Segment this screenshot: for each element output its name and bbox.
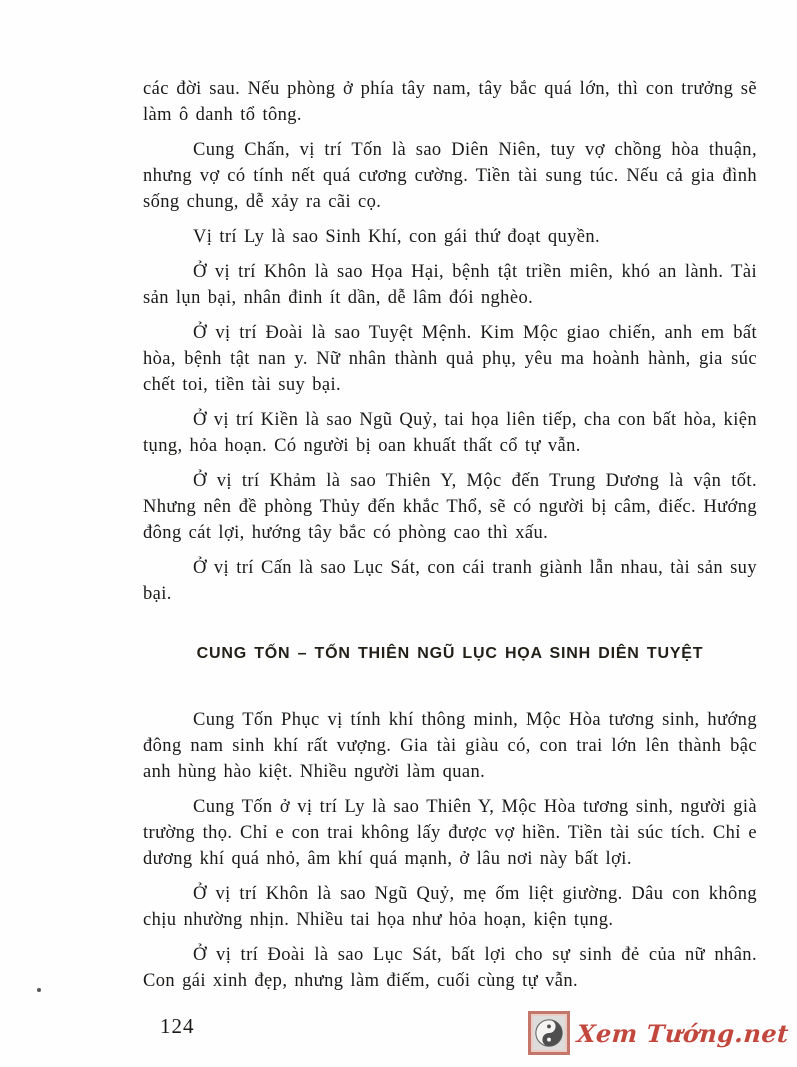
body-paragraph: các đời sau. Nếu phòng ở phía tây nam, tây bắc quá lớn, thì con trưởng sẽ làm ô danh tổ tông. [143, 79, 757, 125]
body-paragraph: Cung Chấn, vị trí Tốn là sao Diên Niên, tuy vợ chồng hòa thuận, nhưng vợ có tính nết quá cương cường. Tiền tài sung túc. Nếu cả gia đình sống chung, dễ xảy ra cãi cọ. [143, 140, 757, 212]
scan-speck [37, 988, 41, 992]
body-paragraph: Ở vị trí Kiền là sao Ngũ Quỷ, tai họa liên tiếp, cha con bất hòa, kiện tụng, hỏa hoạn. Có người bị oan khuất thất cổ tự vẫn. [143, 410, 757, 456]
section-heading: CUNG TỐN – TỐN THIÊN NGŨ LỤC HỌA SINH DIÊN TUYỆT [196, 645, 704, 662]
watermark [528, 1011, 789, 1055]
body-paragraph: Ở vị trí Đoài là sao Lục Sát, bất lợi cho sự sinh đẻ của nữ nhân. Con gái xinh đẹp, nhưng làm điếm, cuối cùng tự vẫn. [143, 945, 757, 991]
page-text-block [143, 76, 757, 1003]
body-paragraph: Ở vị trí Khảm là sao Thiên Y, Mộc đến Trung Dương là vận tốt. Nhưng nên đề phòng Thủy đến khắc Thổ, sẽ có người bị câm, điếc. Hướng đông cát lợi, hướng tây bắc có phòng cao thì xấu. [143, 471, 757, 543]
body-paragraph: Ở vị trí Khôn là sao Ngũ Quỷ, mẹ ốm liệt giường. Dâu con không chịu nhường nhịn. Nhiều tai họa như hỏa hoạn, kiện tụng. [143, 884, 757, 930]
body-paragraph: Vị trí Ly là sao Sinh Khí, con gái thứ đoạt quyền. [193, 227, 601, 247]
body-paragraph: Ở vị trí Khôn là sao Họa Hại, bệnh tật triền miên, khó an lành. Tài sản lụn bại, nhân đinh ít dần, dễ lâm đói nghèo. [143, 262, 757, 308]
body-paragraph: Ở vị trí Cấn là sao Lục Sát, con cái tranh giành lẫn nhau, tài sản suy bại. [143, 558, 757, 604]
body-paragraph: Ở vị trí Đoài là sao Tuyệt Mệnh. Kim Mộc giao chiến, anh em bất hòa, bệnh tật nan y. Nữ nhân thành quả phụ, yêu ma hoành hành, gia súc chết toi, tiền tài suy bại. [143, 323, 757, 395]
yin-yang-icon [528, 1011, 570, 1055]
page-number: 124 [160, 1014, 195, 1038]
body-paragraph: Cung Tốn ở vị trí Ly là sao Thiên Y, Mộc Hòa tương sinh, người già trường thọ. Chỉ e con trai không lấy được vợ hiền. Tiền tài súc tích. Chỉ e dương khí quá nhỏ, âm khí quá mạnh, ở lâu nơi này bất lợi. [143, 797, 757, 869]
body-paragraph: Cung Tốn Phục vị tính khí thông minh, Mộc Hòa tương sinh, hướng đông nam sinh khí rất vượng. Gia tài giàu có, con trai lớn lên thành bậc anh hùng hào kiệt. Nhiều người làm quan. [143, 710, 757, 782]
watermark-site-name: Xem Tướng.net [576, 1018, 791, 1048]
